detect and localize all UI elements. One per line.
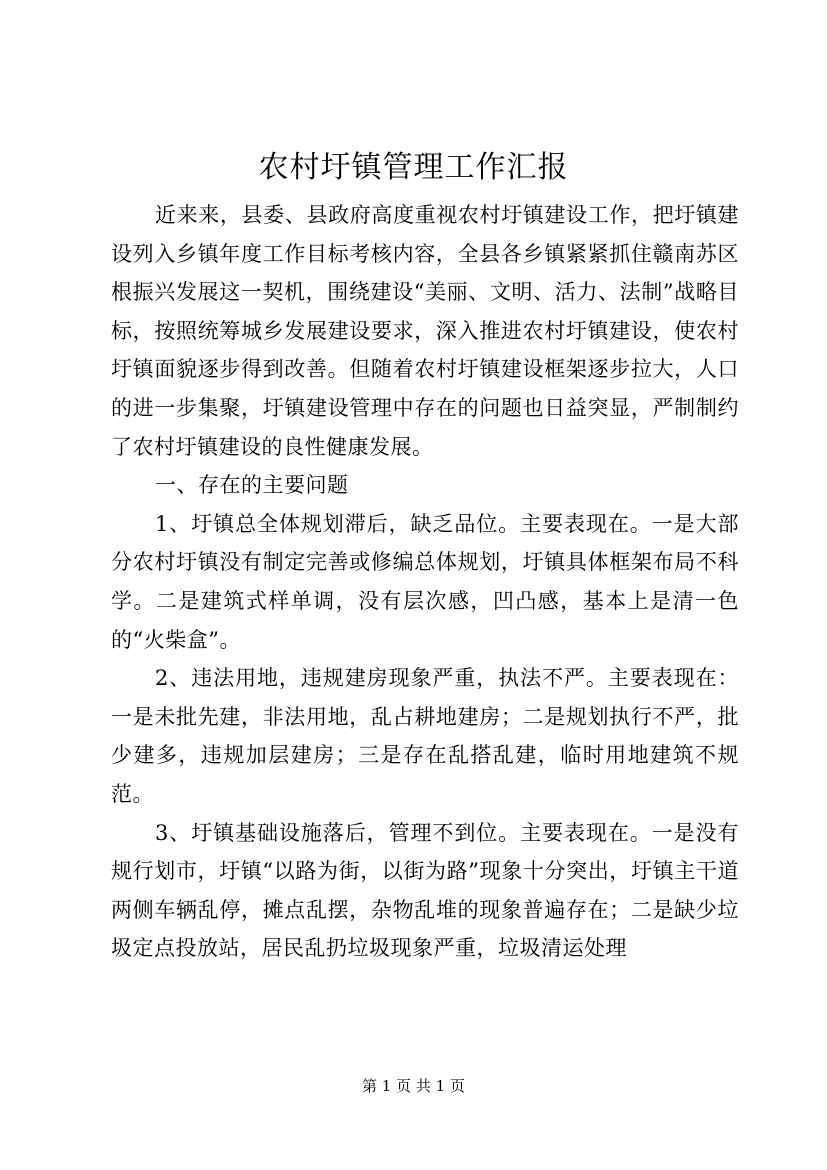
page-footer: 第 1 页 共 1 页 [362, 1077, 465, 1095]
document-body [111, 196, 739, 968]
paragraph-issue-3: 3、圩镇基础设施落后，管理不到位。主要表现在。一是没有规行划市，圩镇“以路为街，以街为路”现象十分突出，圩镇主干道两侧车辆乱停，摊点乱摆，杂物乱堆的现象普遍存在；二是缺少垃圾定点投放站，居民乱扔垃圾现象严重，垃圾清运处理 [111, 820, 739, 961]
paragraph-issue-1: 1、圩镇总全体规划滞后，缺乏品位。主要表现在。一是大部分农村圩镇没有制定完善或修编总体规划，圩镇具体框架布局不科学。二是建筑式样单调，没有层次感，凹凸感，基本上是清一色的“火柴盒”。 [111, 511, 739, 652]
paragraph-issue-2: 2、违法用地，违规建房现象严重，执法不严。主要表现在：一是未批先建，非法用地，乱占耕地建房；二是规划执行不严，批少建多，违规加层建房；三是存在乱搭乱建，临时用地建筑不规范。 [111, 666, 739, 806]
section-heading: 一、存在的主要问题 [155, 473, 349, 498]
page-title: 农村圩镇管理工作汇报 [258, 150, 569, 185]
paragraph-intro: 近来来，县委、县政府高度重视农村圩镇建设工作，把圩镇建设列入乡镇年度工作目标考核内容，全县各乡镇紧紧抓住赣南苏区根振兴发展这一契机，围绕建设“美丽、文明、活力、法制”战略目标，按照统筹城乡发展建设要求，深入推进农村圩镇建设，使农村圩镇面貌逐步得到改善。但随着农村圩镇建设框架逐步拉大，人口的进一步集聚，圩镇建设管理中存在的问题也日益突显，严制制约了农村圩镇建设的良性健康发展。 [111, 203, 739, 459]
